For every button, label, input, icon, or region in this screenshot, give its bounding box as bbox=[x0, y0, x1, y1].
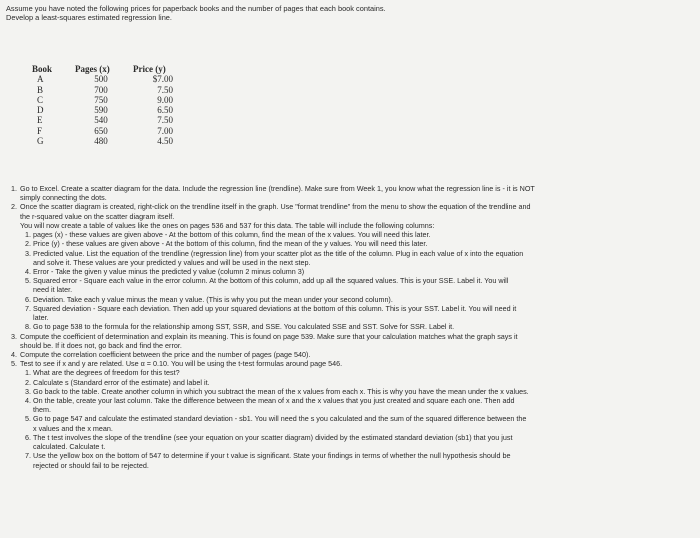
step-text: What are the degrees of freedom for this test? bbox=[33, 368, 180, 378]
header-price: Price (y) bbox=[133, 64, 166, 74]
pages-cell: 700 bbox=[94, 84, 108, 95]
step-text: Error - Take the given y value minus the predicted y value (column 2 minus column 3) bbox=[33, 266, 305, 276]
step-number: 1. bbox=[25, 368, 31, 378]
book-cell: F bbox=[37, 125, 43, 136]
step-text: should be. If it does not, go back and find the error. bbox=[20, 340, 182, 350]
step-number: 6. bbox=[25, 294, 31, 304]
step-item bbox=[8, 184, 696, 202]
substep-item bbox=[8, 239, 696, 248]
book-cell: E bbox=[37, 115, 43, 126]
pages-cell: 480 bbox=[94, 136, 108, 147]
step-item bbox=[8, 202, 696, 230]
step-text: rejected or should fail to be rejected. bbox=[33, 460, 149, 470]
step-number: 4. bbox=[25, 396, 31, 406]
price-cell: 6.50 bbox=[157, 105, 173, 116]
substep-item bbox=[8, 322, 696, 331]
price-cell: $7.00 bbox=[152, 74, 173, 85]
substep-item bbox=[8, 249, 696, 267]
substep-item bbox=[8, 295, 696, 304]
step-number: 6. bbox=[25, 432, 31, 442]
substep-item bbox=[8, 276, 696, 294]
step-text: Go to page 547 and calculate the estimated standard deviation - sb1. You will need the s you calculated and the sum of the squared difference between the bbox=[33, 414, 527, 424]
step-number: 8. bbox=[25, 322, 31, 332]
step-text: Deviation. Take each y value minus the mean y value. (This is why you put the mean under your second column). bbox=[33, 294, 393, 304]
header-book: Book bbox=[32, 64, 53, 74]
step-number: 3. bbox=[25, 248, 31, 258]
step-text: You will now create a table of values like the ones on pages 536 and 537 for this data. The table will include the following columns: bbox=[20, 220, 435, 230]
price-cell: 7.50 bbox=[157, 115, 173, 126]
step-text: calculated. Calculate t. bbox=[33, 442, 106, 452]
table-row bbox=[32, 105, 173, 115]
step-item bbox=[8, 359, 696, 368]
intro-text bbox=[6, 4, 686, 23]
table-row bbox=[32, 95, 173, 105]
substep-item bbox=[8, 396, 696, 414]
header-pages: Pages (x) bbox=[75, 64, 110, 74]
step-number: 5. bbox=[25, 276, 31, 286]
step-number: 2. bbox=[11, 202, 17, 212]
table-header-row bbox=[32, 64, 173, 74]
pages-cell: 750 bbox=[94, 94, 108, 105]
pages-cell: 500 bbox=[94, 74, 108, 85]
step-number: 5. bbox=[25, 414, 31, 424]
step-item bbox=[8, 332, 696, 350]
step-number: 1. bbox=[11, 184, 17, 193]
step-text: the r-squared value on the scatter diagram itself. bbox=[20, 211, 175, 221]
price-cell: 4.50 bbox=[157, 136, 173, 147]
table-row bbox=[32, 74, 173, 84]
book-cell: D bbox=[37, 105, 44, 116]
price-cell: 7.50 bbox=[157, 84, 173, 95]
step-item bbox=[8, 350, 696, 359]
pages-cell: 540 bbox=[94, 115, 108, 126]
step-number: 2. bbox=[25, 239, 31, 249]
step-text: Use the yellow box on the bottom of 547 to determine if your t value is significant. State your findings in terms of whether the null hypothesis should be bbox=[33, 451, 511, 461]
step-text: Once the scatter diagram is created, right-click on the trendline itself in the graph. Use "format trendline" from the menu to show the equation of the trendline and bbox=[20, 202, 531, 212]
step-number: 3. bbox=[11, 331, 17, 341]
step-number: 1. bbox=[25, 230, 31, 240]
book-cell: G bbox=[37, 136, 44, 147]
substep-item bbox=[8, 378, 696, 387]
step-text: Predicted value. List the equation of the trendline (regression line) from your scatter plot as the title of the column. Plug in each value of x into the equation bbox=[33, 248, 524, 258]
substep-item bbox=[8, 451, 696, 469]
step-text: Calculate s (Standard error of the estimate) and label it. bbox=[33, 377, 210, 387]
step-text: Compute the correlation coefficient between the price and the number of pages (page 540). bbox=[20, 349, 311, 359]
substep-item bbox=[8, 304, 696, 322]
substep-item bbox=[8, 433, 696, 451]
step-text: Compute the coefficient of determination and explain its meaning. This is found on page 539. Make sure that your calculation matches what the graph says it bbox=[20, 331, 518, 341]
step-text: simply connecting the dots. bbox=[20, 193, 107, 203]
substep-item bbox=[8, 368, 696, 377]
book-price-table bbox=[32, 64, 173, 146]
step-number: 7. bbox=[25, 451, 31, 461]
table-row bbox=[32, 126, 173, 136]
step-text: need it later. bbox=[33, 285, 73, 295]
book-cell: A bbox=[37, 74, 44, 85]
step-number: 4. bbox=[11, 349, 17, 359]
substep-item bbox=[8, 387, 696, 396]
step-number: 2. bbox=[25, 377, 31, 387]
step-text: On the table, create your last column. Take the difference between the mean of x and the x values that you just created and square each one. Then add bbox=[33, 396, 515, 406]
substep-item bbox=[8, 414, 696, 432]
table-row bbox=[32, 85, 173, 95]
intro-line: Assume you have noted the following prices for paperback books and the number of pages that each book contains. bbox=[6, 4, 386, 13]
intro-line: Develop a least-squares estimated regression line. bbox=[6, 13, 172, 23]
step-text: Price (y) - these values are given above - At the bottom of this column, find the mean of the y values. You will need this later. bbox=[33, 239, 428, 249]
step-text: The t test involves the slope of the trendline (see your equation on your scatter diagram) divided by the estimated standard deviation (sb1) that you just bbox=[33, 432, 513, 442]
price-cell: 7.00 bbox=[157, 125, 173, 136]
pages-cell: 590 bbox=[94, 105, 108, 116]
step-text: Go to Excel. Create a scatter diagram for the data. Include the regression line (trendline). Make sure from Week 1, you know what the regression line is - it is NOT bbox=[20, 184, 535, 193]
book-cell: B bbox=[37, 84, 44, 95]
step-text: x values and the x mean. bbox=[33, 423, 113, 433]
step-text: Test to see if x and y are related. Use α = 0.10. You will be using the t-test formulas around page 546. bbox=[20, 359, 343, 369]
table-row bbox=[32, 115, 173, 125]
instruction-list bbox=[8, 184, 696, 470]
book-cell: C bbox=[37, 94, 44, 105]
step-text: later. bbox=[33, 313, 49, 323]
step-number: 7. bbox=[25, 303, 31, 313]
step-text: Squared deviation - Square each deviation. Then add up your squared deviations at the bottom of this column. This is your SST. Label it. You will need it bbox=[33, 303, 517, 313]
substep-item bbox=[8, 267, 696, 276]
step-text: Go to page 538 to the formula for the relationship among SST, SSR, and SSE. You calculated SSE and SST. Solve for SSR. Label it. bbox=[33, 322, 455, 332]
step-text: and solve it. These values are your predicted y values and will be used in the next step. bbox=[33, 257, 311, 267]
step-number: 4. bbox=[25, 266, 31, 276]
step-number: 3. bbox=[25, 386, 31, 396]
step-text: them. bbox=[33, 405, 51, 415]
step-text: Go back to the table. Create another column in which you subtract the mean of the x values from each x. This is why you have the mean under the x values. bbox=[33, 386, 529, 396]
price-cell: 9.00 bbox=[157, 94, 173, 105]
pages-cell: 650 bbox=[94, 125, 108, 136]
substep-item bbox=[8, 230, 696, 239]
table-row bbox=[32, 136, 173, 146]
step-text: pages (x) - these values are given above - At the bottom of this column, find the mean of the x values. You will need this later. bbox=[33, 230, 431, 240]
step-number: 5. bbox=[11, 359, 17, 369]
step-text: Squared error - Square each value in the error column. At the bottom of this column, add up all the squared values. This is your SSE. Label it. You will bbox=[33, 276, 509, 286]
